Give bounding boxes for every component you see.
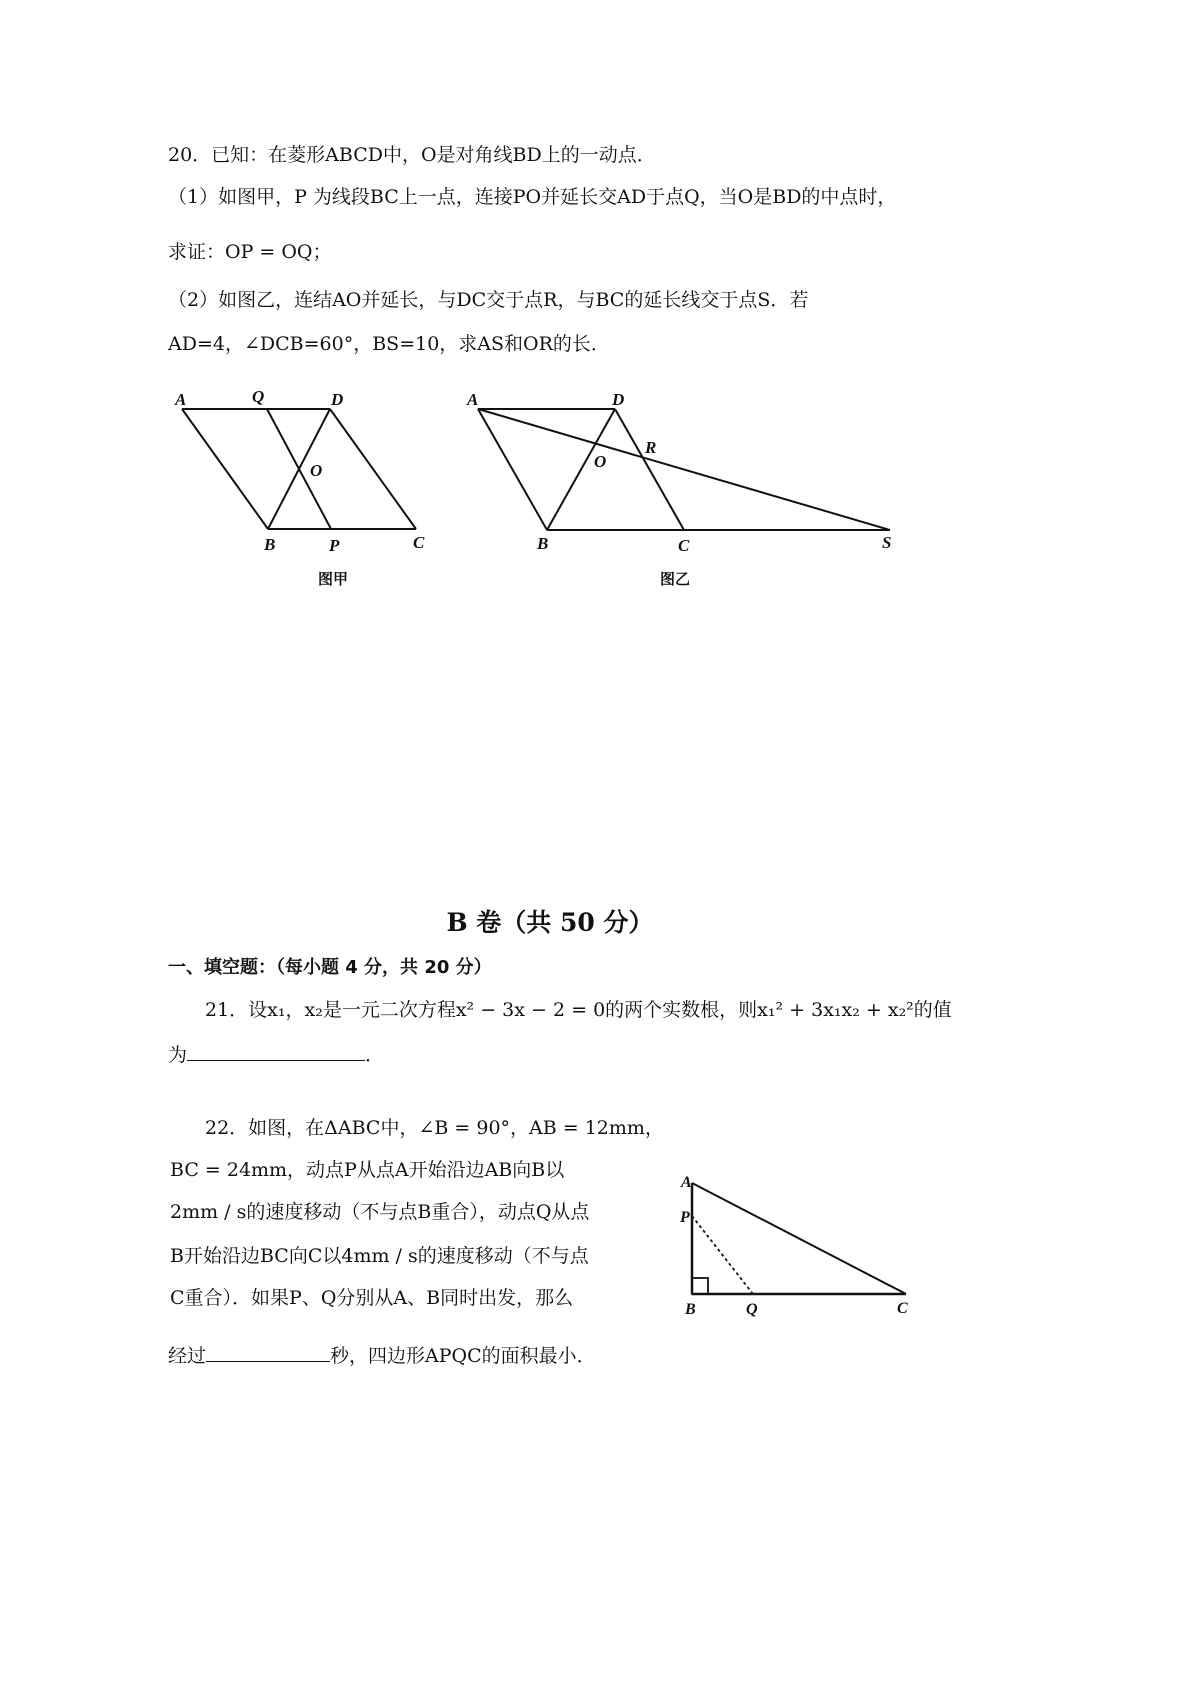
fig-yi-side-dc — [615, 409, 684, 530]
figure-jia — [160, 380, 450, 595]
q22-line-1: 22．如图，在ΔABC中，∠B = 90°，AB = 12mm， — [205, 1117, 664, 1139]
fig-yi-label-r: R — [645, 438, 657, 457]
fig-yi-label-d: D — [612, 390, 625, 409]
fig-jia-label-b: B — [264, 535, 276, 554]
q21-line-1: 21．设x₁，x₂是一元二次方程x² − 3x − 2 = 0的两个实数根，则x₁² + 3x₁x₂ + x₂²的值 — [205, 999, 952, 1021]
q21-answer-blank[interactable] — [187, 1042, 365, 1061]
fig22-segment-pq — [692, 1216, 753, 1294]
fig22-label-q: Q — [746, 1301, 758, 1318]
fig22-right-angle-mark — [692, 1278, 708, 1294]
fig22-label-c: C — [897, 1300, 908, 1317]
q22-answer-blank[interactable] — [206, 1343, 330, 1362]
q20-line-5: AD=4，∠DCB=60°，BS=10，求AS和OR的长． — [168, 333, 610, 355]
q22-line-6 — [168, 1341, 596, 1368]
fig-jia-side-ab — [182, 409, 268, 529]
q20-line-4: （2）如图乙，连结AO并延长，与DC交于点R，与BC的延长线交于点S．若 — [168, 289, 809, 311]
fig-yi-label-o: O — [594, 452, 607, 471]
fig-yi-label-a: A — [467, 390, 479, 409]
fig22-side-ac — [692, 1183, 906, 1294]
fig-jia-side-dc — [330, 409, 416, 529]
section-b-part-heading: 一、填空题：（每小题 4 分，共 20 分） — [168, 957, 492, 978]
fig-yi-label-c: C — [678, 536, 690, 555]
fig-jia-label-p: P — [329, 536, 340, 555]
fig-jia-caption: 图甲 — [318, 570, 349, 588]
fig-jia-label-o: O — [310, 461, 323, 480]
fig-jia-label-a: A — [175, 390, 187, 409]
fig22-label-b: B — [685, 1301, 696, 1318]
fig-jia-label-q: Q — [252, 387, 265, 406]
fig-yi-label-b: B — [537, 534, 549, 553]
fig-jia-label-c: C — [413, 533, 425, 552]
q22-line-6-prefix: 经过 — [168, 1345, 207, 1367]
fig-yi-line-as — [478, 409, 890, 530]
fig22-label-a: A — [681, 1174, 692, 1191]
q20-line-3: 求证：OP = OQ； — [168, 241, 332, 263]
q21-line-2-suffix: ． — [365, 1044, 385, 1066]
q21-line-2 — [168, 1040, 384, 1067]
figure-yi — [460, 380, 900, 595]
fig-jia-label-d: D — [331, 390, 344, 409]
figure-22 — [670, 1165, 920, 1325]
q21-line-2-prefix: 为 — [168, 1044, 188, 1066]
q22-line-3: 2mm / s的速度移动（不与点B重合），动点Q从点 — [170, 1201, 590, 1223]
fig22-label-p: P — [680, 1209, 690, 1226]
q20-line-1: 20．已知：在菱形ABCD中，O是对角线BD上的一动点． — [168, 144, 656, 166]
q22-line-2: BC = 24mm，动点P从点A开始沿边AB向B以 — [170, 1159, 565, 1181]
q22-line-4: B开始沿边BC向C以4mm / s的速度移动（不与点 — [170, 1245, 589, 1267]
q22-line-5: C重合）．如果P、Q分别从A、B同时出发，那么 — [170, 1287, 574, 1309]
q20-line-2: （1）如图甲，P 为线段BC上一点，连接PO并延长交AD于点Q，当O是BD的中点时， — [168, 186, 897, 208]
fig-yi-label-s: S — [882, 533, 892, 552]
fig-yi-caption: 图乙 — [660, 570, 691, 588]
q22-line-6-suffix: 秒，四边形APQC的面积最小． — [330, 1345, 596, 1367]
section-b-title: B 卷（共 50 分） — [446, 908, 654, 937]
